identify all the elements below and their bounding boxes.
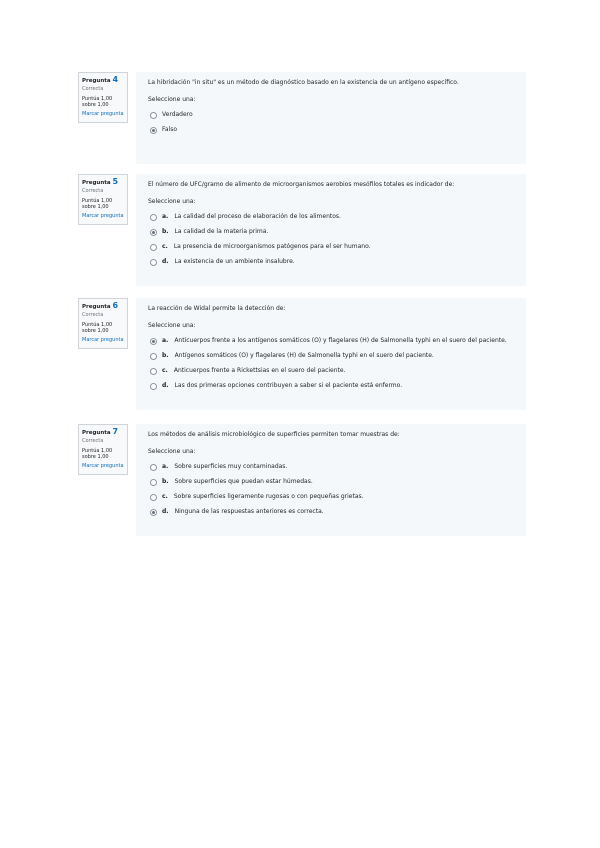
- answer-option-c[interactable]: [150, 367, 516, 375]
- option-letter: a.: [162, 337, 169, 344]
- question-grade: Puntúa 1,00 sobre 1,00: [82, 198, 113, 210]
- question-state: Correcta: [82, 188, 104, 194]
- question-content-7: [136, 424, 526, 536]
- radio-button[interactable]: [150, 464, 157, 471]
- option-text: Sobre superficies que puedan estar húmedas.: [174, 478, 313, 485]
- question-5: [78, 174, 526, 286]
- option-text: Sobre superficies muy contaminadas.: [174, 463, 288, 470]
- radio-button[interactable]: [150, 259, 157, 266]
- question-info-6: [78, 298, 128, 349]
- option-text: La calidad del proceso de elaboración de los alimentos.: [174, 213, 341, 220]
- answer-option-a[interactable]: [150, 463, 516, 471]
- question-grade: Puntúa 1,00 sobre 1,00: [82, 96, 113, 108]
- radio-button-checked[interactable]: [150, 229, 157, 236]
- radio-button-checked[interactable]: [150, 338, 157, 345]
- option-text: Anticuerpos frente a Rickettsias en el suero del paciente.: [173, 367, 346, 374]
- question-6: [78, 298, 526, 410]
- flag-question-link[interactable]: Marcar pregunta: [82, 463, 124, 469]
- flag-question-link[interactable]: Marcar pregunta: [82, 111, 124, 117]
- question-info-7: [78, 424, 128, 475]
- question-grade: Puntúa 1,00 sobre 1,00: [82, 322, 113, 334]
- question-title: Pregunta 5: [82, 177, 119, 186]
- question-4: [78, 72, 526, 164]
- answer-option-d[interactable]: [150, 382, 516, 390]
- answer-option-c[interactable]: [150, 243, 516, 251]
- radio-button-checked[interactable]: [150, 509, 157, 516]
- question-content-5: [136, 174, 526, 286]
- option-text: Ninguna de las respuestas anteriores es correcta.: [174, 508, 324, 515]
- option-letter: d.: [162, 258, 169, 265]
- answer-option-b[interactable]: [150, 228, 516, 236]
- option-text: La calidad de la materia prima.: [174, 228, 269, 235]
- option-text: Las dos primeras opciones contribuyen a saber si el paciente está enfermo.: [174, 382, 403, 389]
- question-text: Los métodos de análisis microbiológico de superficies permiten tomar muestras de:: [148, 431, 400, 438]
- option-text: Falso: [162, 126, 178, 133]
- answer-option-a[interactable]: [150, 213, 516, 221]
- radio-button[interactable]: [150, 479, 157, 486]
- option-letter: c.: [162, 493, 168, 500]
- question-text: La reacción de Widal permite la detección de:: [148, 305, 286, 312]
- flag-question-link[interactable]: Marcar pregunta: [82, 337, 124, 343]
- radio-button[interactable]: [150, 214, 157, 221]
- question-state: Correcta: [82, 86, 104, 92]
- option-letter: c.: [162, 367, 168, 374]
- option-text: Antígenos somáticos (O) y flagelares (H) de Salmonella typhi en el suero del paciente.: [174, 352, 434, 359]
- question-grade: Puntúa 1,00 sobre 1,00: [82, 448, 113, 460]
- option-letter: b.: [162, 352, 169, 359]
- option-letter: d.: [162, 508, 169, 515]
- question-state: Correcta: [82, 312, 104, 318]
- question-text: El número de UFC/gramo de alimento de microorganismos aerobios mesófilos totales es indicador de:: [148, 181, 455, 188]
- answer-prompt: Seleccione una:: [148, 96, 196, 103]
- option-text: La presencia de microorganismos patógenos para el ser humano.: [173, 243, 371, 250]
- radio-button[interactable]: [150, 368, 157, 375]
- question-7: [78, 424, 526, 536]
- question-text: La hibridación "in situ" es un método de diagnóstico basado en la existencia de un antígeno específico.: [148, 79, 459, 86]
- question-title: Pregunta 4: [82, 75, 119, 84]
- question-content-6: [136, 298, 526, 410]
- answer-option-true[interactable]: [150, 111, 516, 119]
- radio-button[interactable]: [150, 244, 157, 251]
- flag-question-link[interactable]: Marcar pregunta: [82, 213, 124, 219]
- radio-button[interactable]: [150, 383, 157, 390]
- answer-option-b[interactable]: [150, 352, 516, 360]
- option-letter: c.: [162, 243, 168, 250]
- option-text: Anticuerpos frente a los antígenos somáticos (O) y flagelares (H) de Salmonella typhi en el suero del paciente.: [174, 337, 507, 344]
- option-text: Sobre superficies ligeramente rugosas o con pequeñas grietas.: [173, 493, 364, 500]
- answer-option-c[interactable]: [150, 493, 516, 501]
- question-title: Pregunta 6: [82, 301, 119, 310]
- option-text: Verdadero: [162, 111, 193, 118]
- question-info-5: [78, 174, 128, 225]
- answer-option-b[interactable]: [150, 478, 516, 486]
- question-title: Pregunta 7: [82, 427, 119, 436]
- option-letter: a.: [162, 213, 169, 220]
- option-text: La existencia de un ambiente insalubre.: [174, 258, 295, 265]
- radio-button[interactable]: [150, 353, 157, 360]
- question-info-4: [78, 72, 128, 123]
- radio-button[interactable]: [150, 112, 157, 119]
- answer-option-a[interactable]: [150, 337, 516, 345]
- answer-option-false[interactable]: [150, 126, 516, 134]
- radio-button[interactable]: [150, 494, 157, 501]
- question-state: Correcta: [82, 438, 104, 444]
- option-letter: b.: [162, 228, 169, 235]
- option-letter: d.: [162, 382, 169, 389]
- answer-prompt: Seleccione una:: [148, 448, 196, 455]
- option-letter: b.: [162, 478, 169, 485]
- answer-option-d[interactable]: [150, 258, 516, 266]
- radio-button-checked[interactable]: [150, 127, 157, 134]
- option-letter: a.: [162, 463, 169, 470]
- answer-option-d[interactable]: [150, 508, 516, 516]
- question-content-4: [136, 72, 526, 164]
- answer-prompt: Seleccione una:: [148, 322, 196, 329]
- answer-prompt: Seleccione una:: [148, 198, 196, 205]
